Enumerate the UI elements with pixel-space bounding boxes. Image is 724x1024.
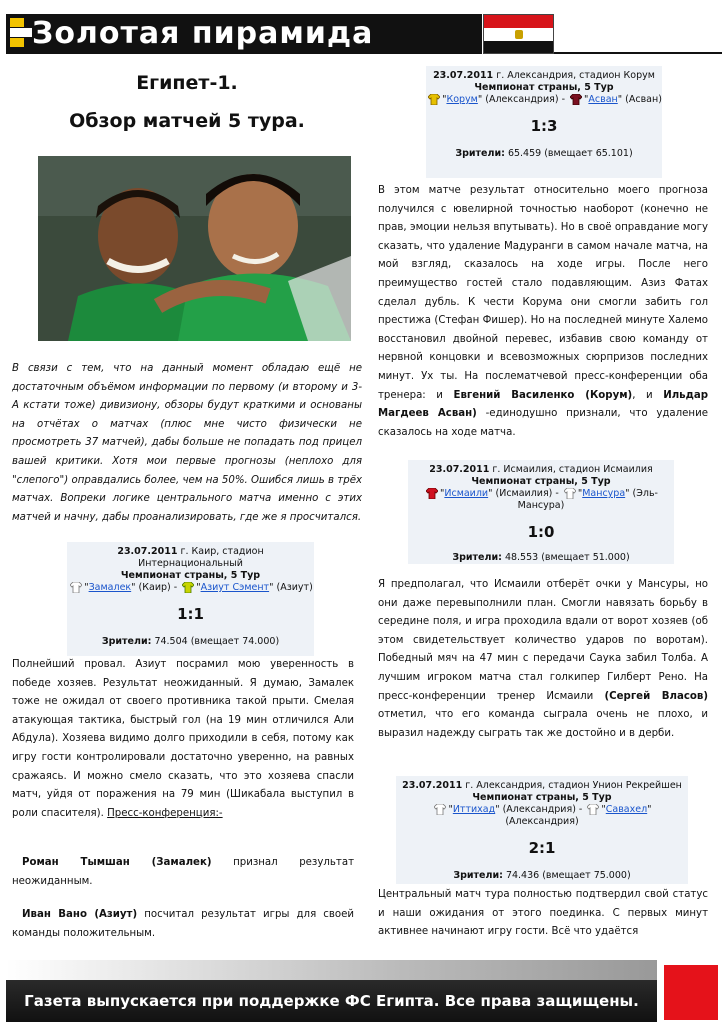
match-date: 23.07.2011 xyxy=(117,546,178,557)
match-competition: Чемпионат страны, 5 Тур xyxy=(120,570,261,581)
team-link-savahel[interactable]: Савахел xyxy=(605,804,648,815)
team-link-aziut[interactable]: Азиут Сэмент xyxy=(200,582,270,593)
home-city: (Каир) xyxy=(138,582,171,593)
match-venue: г. Каир, стадион Интернациональный xyxy=(138,546,264,569)
away-city: (Александрия) xyxy=(505,816,579,827)
team-link-ittihad[interactable]: Иттихад xyxy=(452,804,496,815)
home-city: (Исмаилия) xyxy=(495,488,553,499)
match-date: 23.07.2011 xyxy=(433,70,494,81)
pyramid-logo-icon xyxy=(10,18,32,48)
match-card-korum: 23.07.2011 г. Александрия, стадион Корум Чемпионат страны, 5 Тур "Корум" (Александрия) - "Асван" (Асван) 1:3 Зрители: 65.459 (вмещает 65.101) xyxy=(426,66,662,178)
quote-aziut xyxy=(12,906,354,943)
team-link-mansura[interactable]: Мансура xyxy=(582,488,626,499)
egypt-flag-icon xyxy=(483,14,554,54)
match-score: 1:1 xyxy=(177,605,204,623)
attendance-label: Зрители: xyxy=(455,148,505,159)
match-score: 2:1 xyxy=(528,839,556,857)
aswan-coach: Ильдар Магдеев Асван) xyxy=(378,389,709,420)
match-card-zamalek: 23.07.2011 г. Каир, стадион Интернациональный Чемпионат страны, 5 Тур "Замалек" (Каир) - "Азиут Сэмент" (Азиут) 1:1 Зрители: 74.504 (вмещает 74.000) xyxy=(67,542,314,656)
central-match-paragraph: Центральный матч тура полностью подтвердил свой статус и наши ожидания от этого поединка. С первых минут активнее начинают игру гости. Всё что удаётся xyxy=(378,889,708,938)
ismaili-text: Я предполагал, что Исмаили отберёт очки у Мансуры, но они даже перевыполнили план. Смогли навязать борьбу в середине поля, и игра проходила вдали от ворот хозяев (об этом свидетельствует количество ударов по воротам). Победный мяч на 47 мин с передачи Саука забил Толба. А лучшим игроком матча стал голкипер Гилберт Рено. На пресс-конференции тренер Исмаили xyxy=(378,579,708,702)
attendance-value: 65.459 (вмещает 65.101) xyxy=(507,148,633,159)
attendance-label: Зрители: xyxy=(453,870,503,881)
match-date: 23.07.2011 xyxy=(429,464,490,475)
green-shirt-icon xyxy=(182,582,194,593)
korum-and: , и xyxy=(632,389,653,401)
zamalek-text: Полнейший провал. Азиут посрамил мою уверенность в победе хозяев. Результат неожиданный. Я думаю, Замалек тоже не ожидал от своего противника такой прыти. Смелая атакующая тактика, быстрый гол (на 19 мин отличился Али Абдула). Хозяева видимо долго приходили в себя, потому как игру гости контролировали достаточно уверенно, на равных сражаясь. И можно смело сказать, что это хозяева спасли матч, уйдя от поражения на 79 мин (Шикабала выступил в роли спасителя). xyxy=(12,659,354,819)
yellow-shirt-icon xyxy=(428,94,440,105)
match-score: 1:3 xyxy=(530,117,558,135)
masthead-rule xyxy=(554,52,722,54)
team-link-zamalek[interactable]: Замалек xyxy=(88,582,132,593)
match-venue: г. Исмаилия, стадион Исмаилия xyxy=(492,464,653,475)
footer-red-block xyxy=(664,965,718,1020)
article-title-line2: Обзор матчей 5 тура. xyxy=(69,110,305,132)
white-shirt-icon xyxy=(564,488,576,499)
zamalek-paragraph xyxy=(12,656,354,823)
home-city: (Александрия) xyxy=(485,94,559,105)
match-competition: Чемпионат страны, 5 Тур xyxy=(471,476,611,487)
match-card-ismaili: 23.07.2011 г. Исмаилия, стадион Исмаилия Чемпионат страны, 5 Тур "Исмаили" (Исмаилия) - "Мансура" (Эль-Мансура) 1:0 Зрители: 48.553 (вмещает 51.000) xyxy=(408,460,674,564)
quote-zamalek-name: Роман Тымшан (Замалек) xyxy=(22,857,212,868)
match-date: 23.07.2011 xyxy=(402,780,463,791)
masthead xyxy=(0,0,724,58)
korum-paragraph xyxy=(378,182,708,442)
team-link-korum[interactable]: Корум xyxy=(446,94,478,105)
attendance-value: 74.436 (вмещает 75.000) xyxy=(505,870,631,881)
maroon-shirt-icon xyxy=(570,94,582,105)
match-competition: Чемпионат страны, 5 Тур xyxy=(472,792,612,803)
quote-aziut-text: посчитал результат игры для своей команды положительным. xyxy=(12,909,354,939)
white-shirt-icon xyxy=(434,804,446,815)
quote-zamalek-text: признал результат неожиданным. xyxy=(12,857,354,887)
white-shirt-icon xyxy=(587,804,599,815)
match-venue: г. Александрия, стадион Унион Рекрейшен xyxy=(465,780,682,791)
footer-text: Газета выпускается при поддержке ФС Египта. Все права защищены. xyxy=(24,992,639,1010)
players-photo xyxy=(38,156,351,341)
team-link-ismaili[interactable]: Исмаили xyxy=(444,488,489,499)
masthead-title: Золотая пирамида xyxy=(32,16,374,51)
attendance-label: Зрители: xyxy=(101,636,152,647)
white-shirt-icon xyxy=(70,582,82,593)
match-venue: г. Александрия, стадион Корум xyxy=(496,70,655,81)
footer xyxy=(0,958,724,1024)
team-link-aswan[interactable]: Асван xyxy=(588,94,618,105)
attendance-label: Зрители: xyxy=(452,552,502,563)
korum-text: В этом матче результат относительно моего прогноза получился с ювелирной точностью наоборот (конечно не прав, эмоции нельзя впутывать). Но в своё оправдание могу сказать, что удаление Мадуранги в самом начале матча, на мой взгляд, сказалось на ходе игры. После него преимущество гостей стало подавляющим. Азиз Фатах сделал дубль. К чести Корума они смогли забить гол престижа (Стефан Фишер). Но на последней минуте Халемо восстановил двойной перевес, избавив свою команду от нервной концовки и всевозможных сюрпризов последних минут. Ух ты. На послематчевой пресс-конференции оба тренера: и xyxy=(378,185,708,401)
match-card-ittihad: 23.07.2011 г. Александрия, стадион Унион Рекрейшен Чемпионат страны, 5 Тур "Иттихад" (Александрия) - "Савахел" (Александрия) 2:1 Зрители: 74.436 (вмещает 75.000) xyxy=(396,776,688,884)
korum-text-end: -единодушно признали, что удаление сказалось на ходе матча. xyxy=(378,408,708,438)
attendance-value: 74.504 (вмещает 74.000) xyxy=(154,636,280,647)
away-city: (Эль-Мансура) xyxy=(517,488,658,511)
korum-coach: Евгений Василенко (Корум) xyxy=(453,389,633,401)
red-shirt-icon xyxy=(426,488,438,499)
home-city: (Александрия) xyxy=(502,804,576,815)
attendance-value: 48.553 (вмещает 51.000) xyxy=(504,552,630,563)
article-title-line1: Египет-1. xyxy=(136,72,238,94)
quote-zamalek xyxy=(12,854,354,891)
press-conference-link[interactable]: Пресс-конференция:- xyxy=(107,807,223,819)
away-city: (Асван) xyxy=(625,94,662,105)
ismaili-paragraph xyxy=(378,576,708,743)
ismaili-text-end: отметил, что его команда сыграла очень не плохо, и выразил надежду сыграть так же достойно и в дерби. xyxy=(378,709,708,739)
footer-shade xyxy=(6,960,657,980)
match-competition: Чемпионат страны, 5 Тур xyxy=(474,82,614,93)
quote-aziut-name: Иван Вано (Азиут) xyxy=(22,909,138,920)
match-score: 1:0 xyxy=(527,523,555,541)
away-city: (Азиут) xyxy=(276,582,313,593)
intro-paragraph: В связи с тем, что на данный момент обладаю ещё не достаточным объёмом информации по первому (и второму и 3-А кстати тоже) дивизиону, обзоры будут краткими и основаны на отчётах о матчах (плюс мне чисто физически не просмотреть 37 матчей), дабы больше не попадать под прицел вашей критики. Хотя мои первые прогнозы (неплохо для "слепого") оправдались более, чем на 50%. Ошибся лишь в трёх матчах. Вопреки логике центрального матча именно с этих матчей и начну, дабы проанализировать, где же я просчитался. xyxy=(12,363,362,523)
ismaili-coach: (Сергей Власов) xyxy=(604,690,708,702)
